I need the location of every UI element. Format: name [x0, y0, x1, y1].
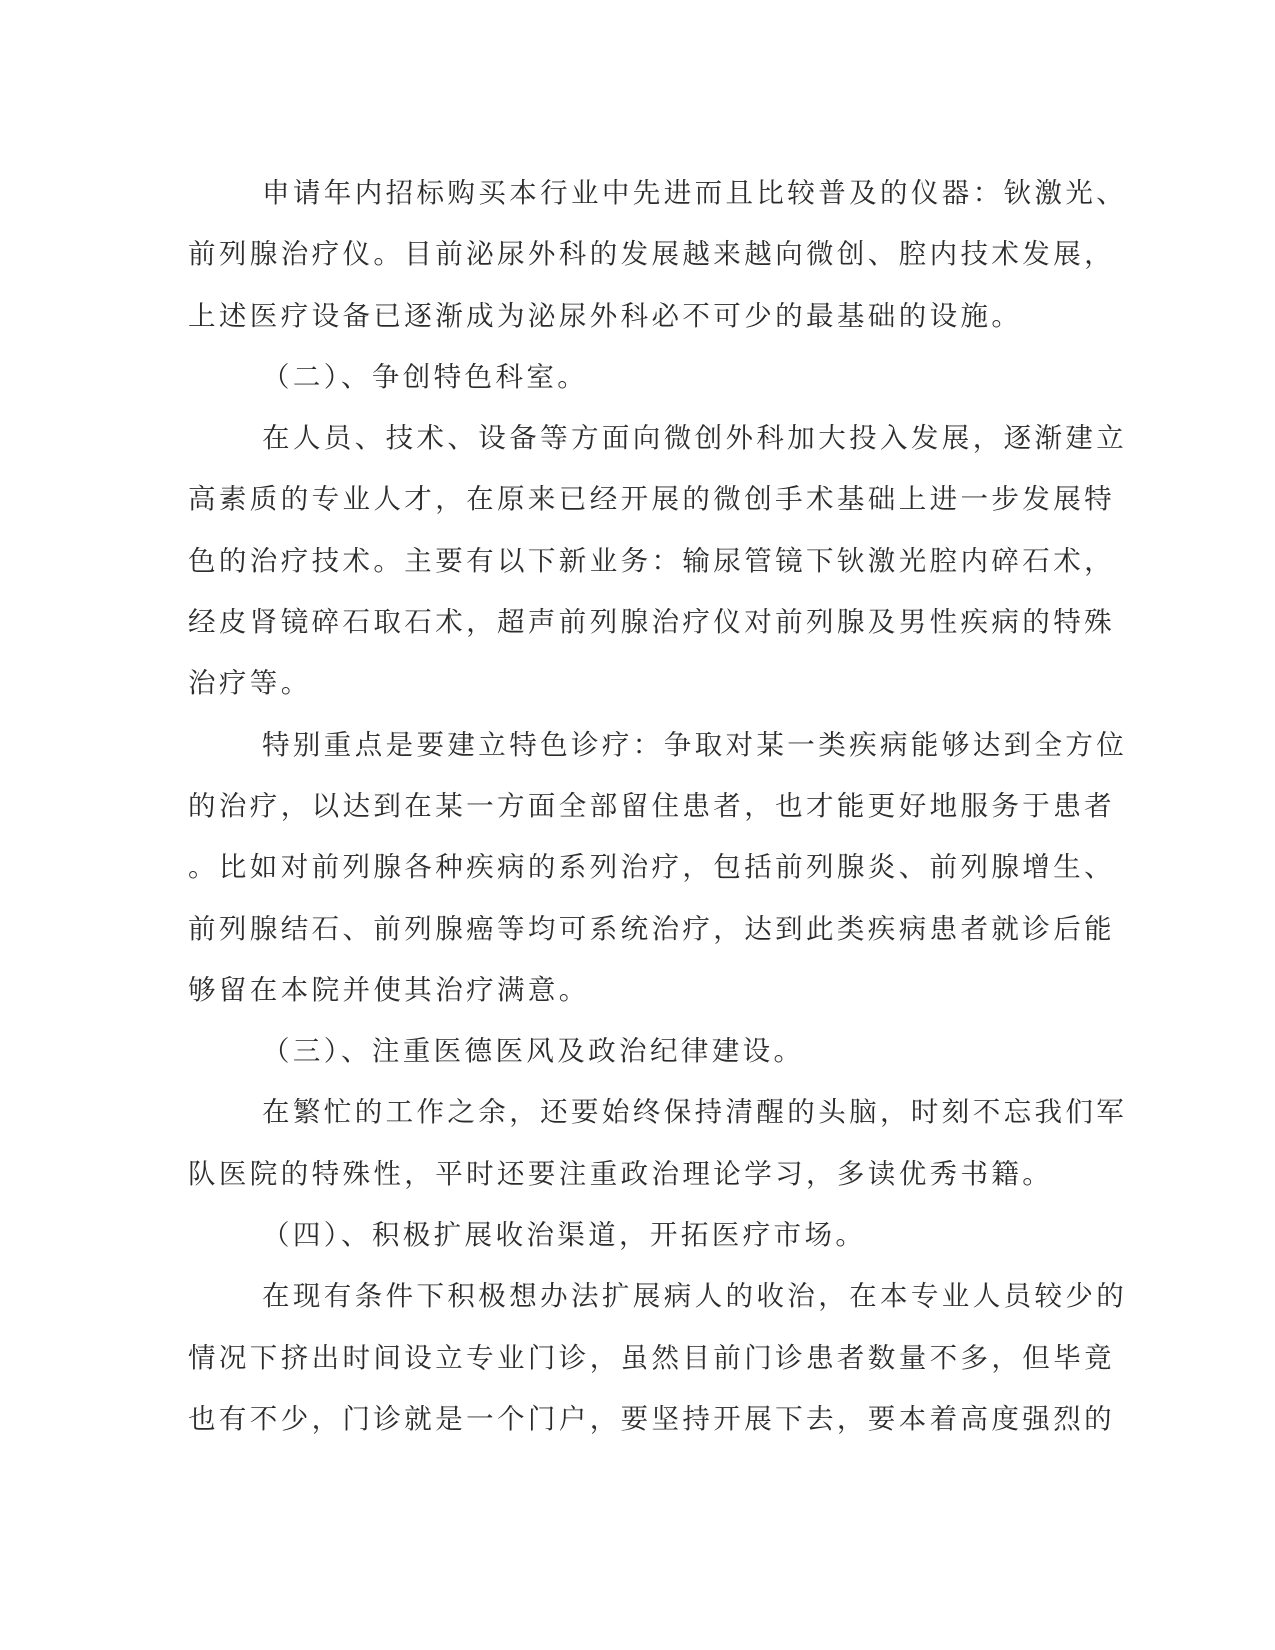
- text-line: 上述医疗设备已逐渐成为泌尿外科必不可少的最基础的设施。: [188, 299, 1023, 332]
- text-line: 队医院的特殊性，平时还要注重政治理论学习，多读优秀书籍。: [188, 1157, 1054, 1190]
- text-line: 申请年内招标购买本行业中先进而且比较普及的仪器：钬激光、: [262, 177, 1128, 209]
- text-line: 也有不少，门诊就是一个门户，要坚持开展下去，要本着高度强烈的: [188, 1402, 1115, 1435]
- text-line: 。比如对前列腺各种疾病的系列治疗，包括前列腺炎、前列腺增生、: [188, 851, 1115, 884]
- section-heading: （四）、积极扩展收治渠道，开拓医疗市场。: [262, 1219, 867, 1252]
- text-line: 在人员、技术、设备等方面向微创外科加大投入发展，逐渐建立: [262, 422, 1128, 455]
- text-line: 的治疗，以达到在某一方面全部留住患者，也才能更好地服务于患者: [188, 789, 1115, 822]
- text-line: 前列腺治疗仪。目前泌尿外科的发展越来越向微创、腔内技术发展，: [188, 238, 1115, 271]
- text-line: 高素质的专业人才，在原来已经开展的微创手术基础上进一步发展特: [188, 483, 1115, 516]
- text-line: 经皮肾镜碎石取石术，超声前列腺治疗仪对前列腺及男性疾病的特殊: [188, 606, 1115, 639]
- section-heading: （二）、争创特色科室。: [262, 360, 589, 393]
- text-line: 特别重点是要建立特色诊疗：争取对某一类疾病能够达到全方位: [262, 728, 1128, 761]
- document-body: [188, 163, 1128, 1450]
- text-line: 情况下挤出时间设立专业门诊，虽然目前门诊患者数量不多，但毕竟: [188, 1341, 1115, 1374]
- text-line: 够留在本院并使其治疗满意。: [188, 973, 590, 1006]
- section-heading: （三）、注重医德医风及政治纪律建设。: [262, 1035, 805, 1068]
- text-line: 前列腺结石、前列腺癌等均可系统治疗，达到此类疾病患者就诊后能: [188, 912, 1115, 945]
- text-line: 在现有条件下积极想办法扩展病人的收治，在本专业人员较少的: [262, 1280, 1128, 1313]
- text-line: 治疗等。: [188, 667, 312, 700]
- text-line: 在繁忙的工作之余，还要始终保持清醒的头脑，时刻不忘我们军: [262, 1096, 1128, 1129]
- text-line: 色的治疗技术。主要有以下新业务：输尿管镜下钬激光腔内碎石术，: [188, 544, 1115, 577]
